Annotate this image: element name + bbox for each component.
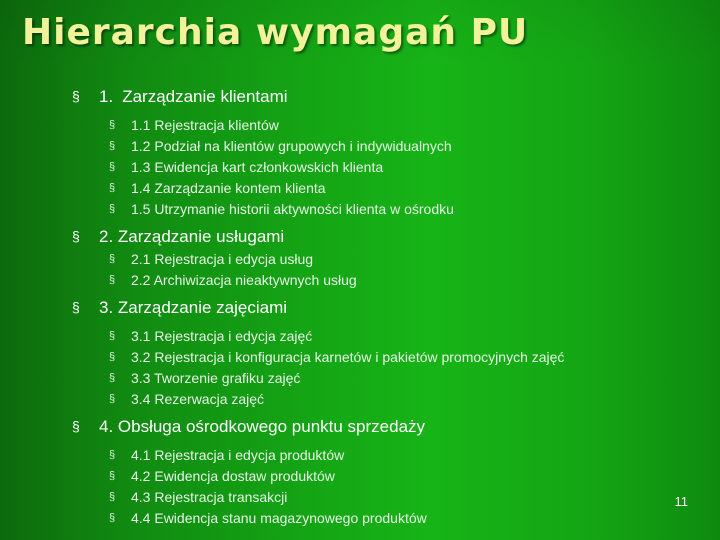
section-3-label: 3. Zarządzanie zajęciami xyxy=(99,298,288,317)
section-1-heading xyxy=(72,84,702,109)
section-3-heading xyxy=(72,295,702,320)
item-label: 1.4 Zarządzanie kontem klienta xyxy=(131,180,326,196)
section-3-item-2 xyxy=(72,347,702,368)
section-1-item-1 xyxy=(72,115,702,136)
section-4-item-1 xyxy=(72,445,702,466)
bullet-icon: § xyxy=(109,253,116,265)
bullet-icon: § xyxy=(109,393,116,405)
page-number: 11 xyxy=(674,494,688,509)
item-label: 3.4 Rezerwacja zajęć xyxy=(131,391,265,407)
item-label: 1.2 Podział na klientów grupowych i indywidualnych xyxy=(131,138,452,154)
section-2-label: 2. Zarządzanie usługami xyxy=(99,227,285,246)
item-label: 3.1 Rejestracja i edycja zajęć xyxy=(131,328,313,344)
section-3-item-3 xyxy=(72,368,702,389)
bullet-icon: § xyxy=(109,161,116,173)
section-2-item-1 xyxy=(72,249,702,270)
section-1-item-3 xyxy=(72,157,702,178)
bullet-icon: § xyxy=(109,351,116,363)
section-2-heading xyxy=(72,224,702,249)
section-3-item-4 xyxy=(72,389,702,410)
item-label: 4.1 Rejestracja i edycja produktów xyxy=(131,447,345,463)
bullet-icon: § xyxy=(72,228,80,244)
bullet-icon: § xyxy=(109,372,116,384)
slide-title: Hierarchia wymagań PU xyxy=(22,12,529,53)
section-1-label: Zarządzanie klientami xyxy=(122,87,288,106)
bullet-icon: § xyxy=(109,449,116,461)
bullet-icon: § xyxy=(109,274,116,286)
item-label: 4.4 Ewidencja stanu magazynowego produktów xyxy=(131,510,427,526)
section-1-item-2 xyxy=(72,136,702,157)
section-2-item-2 xyxy=(72,270,702,291)
item-label: 4.2 Ewidencja dostaw produktów xyxy=(131,468,335,484)
section-3-item-1 xyxy=(72,326,702,347)
bullet-icon: § xyxy=(72,299,80,315)
section-1-number: 1. xyxy=(99,87,114,106)
item-label: 1.5 Utrzymanie historii aktywności klienta w ośrodku xyxy=(131,201,454,217)
section-4-item-2 xyxy=(72,466,702,487)
item-label: 2.1 Rejestracja i edycja usług xyxy=(131,251,314,267)
section-4-heading xyxy=(72,414,702,439)
bullet-icon: § xyxy=(109,491,116,503)
bullet-icon: § xyxy=(109,470,116,482)
item-label: 1.1 Rejestracja klientów xyxy=(131,117,279,133)
item-label: 2.2 Archiwizacja nieaktywnych usług xyxy=(131,272,357,288)
bullet-icon: § xyxy=(109,203,116,215)
item-label: 3.2 Rejestracja i konfiguracja karnetów i pakietów promocyjnych zajęć xyxy=(131,349,565,365)
bullet-icon: § xyxy=(109,512,116,524)
item-label: 3.3 Tworzenie grafiku zajęć xyxy=(131,370,301,386)
item-label: 4.3 Rejestracja transakcji xyxy=(131,489,288,505)
section-4-label: 4. Obsługa ośrodkowego punktu sprzedaży xyxy=(99,417,426,436)
bullet-icon: § xyxy=(109,119,116,131)
section-4-item-3 xyxy=(72,487,702,508)
section-4-item-4 xyxy=(72,508,702,529)
bullet-icon: § xyxy=(109,330,116,342)
bullet-icon: § xyxy=(109,140,116,152)
section-1-item-5 xyxy=(72,199,702,220)
requirements-outline xyxy=(72,84,702,529)
section-1-item-4 xyxy=(72,178,702,199)
bullet-icon: § xyxy=(109,182,116,194)
bullet-icon: § xyxy=(72,88,80,104)
bullet-icon: § xyxy=(72,418,80,434)
item-label: 1.3 Ewidencja kart członkowskich klienta xyxy=(131,159,384,175)
